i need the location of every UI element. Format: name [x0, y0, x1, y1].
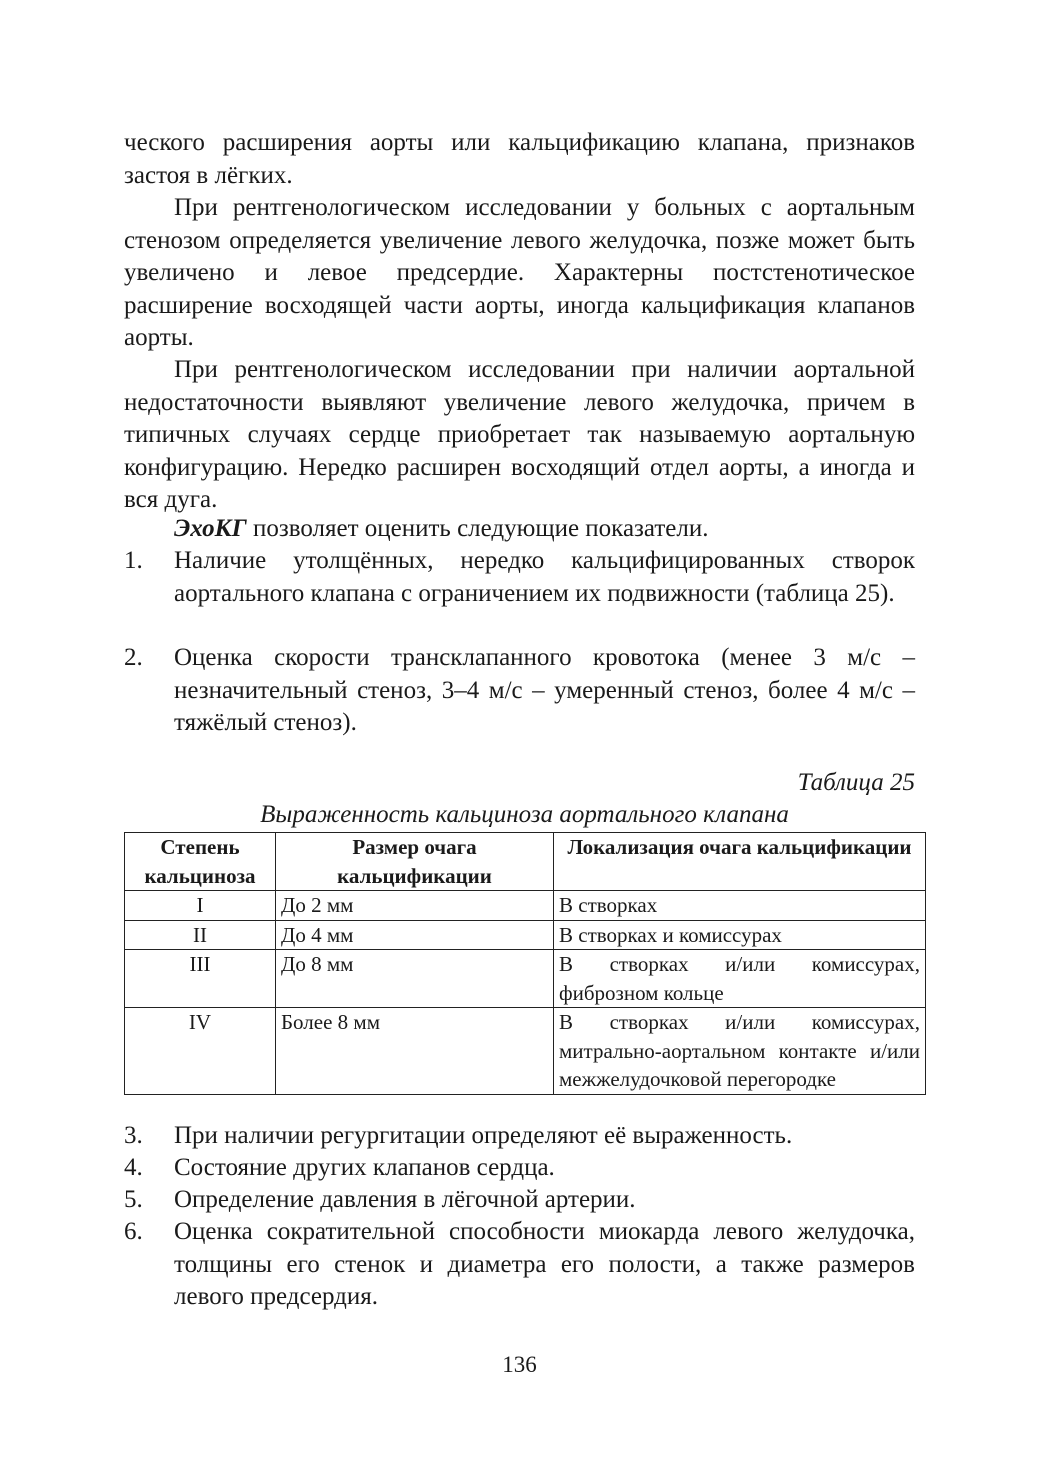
- echo-term: ЭхоКГ: [174, 515, 247, 542]
- table-header-row: [125, 833, 926, 891]
- cell-degree: IV: [125, 1008, 276, 1095]
- list-text: При наличии регургитации определяют её выраженность.: [174, 1122, 793, 1149]
- cell-location: В створках и/или комиссурах, фиброзном кольце: [554, 950, 926, 1008]
- table-row: [125, 891, 926, 921]
- list-text: Состояние других клапанов сердца.: [174, 1154, 555, 1181]
- cell-degree: I: [125, 891, 276, 921]
- list-number: 2.: [124, 644, 143, 671]
- cell-degree: II: [125, 920, 276, 950]
- list-item: [124, 1152, 915, 1185]
- list-item: [124, 642, 915, 740]
- list-text: Наличие утолщённых, нередко кальцифицированных створок аортального клапана с ограничением их подвижности (таблица 25).: [174, 547, 915, 607]
- table-label: Таблица 25: [797, 769, 915, 796]
- header-degree: Степень кальциноза: [125, 833, 276, 891]
- list-number: 3.: [124, 1122, 143, 1149]
- table-row: [125, 1008, 926, 1095]
- cell-degree: III: [125, 950, 276, 1008]
- list-item: [124, 1216, 915, 1314]
- cell-location: В створках: [554, 891, 926, 921]
- table-title: Выраженность кальциноза аортального клапана: [260, 801, 789, 828]
- header-size: Размер очага кальцификации: [276, 833, 554, 891]
- list-text: Оценка сократительной способности миокарда левого желудочка, толщины его стенок и диаметра его полости, а также размеров левого предсердия.: [174, 1218, 915, 1310]
- cell-location: В створках и комиссурах: [554, 920, 926, 950]
- echo-intro-text: позволяет оценить следующие показатели.: [246, 515, 709, 542]
- list-number: 6.: [124, 1218, 143, 1245]
- cell-size: До 4 мм: [276, 920, 554, 950]
- list-number: 5.: [124, 1186, 143, 1213]
- list-text: Оценка скорости трансклапанного кровотока (менее 3 м/с – незначительный стеноз, 3–4 м/с – умеренный стеноз, более 4 м/с – тяжёлый стеноз).: [174, 644, 915, 736]
- cell-location: В створках и/или комиссурах, митрально-аортальном контакте и/или межжелудочковой перегородке: [554, 1008, 926, 1095]
- page-number: 136: [502, 1352, 537, 1377]
- table-row: [125, 920, 926, 950]
- list-item: [124, 1120, 915, 1153]
- header-location: Локализация очага кальцификации: [554, 833, 926, 891]
- cell-size: Более 8 мм: [276, 1008, 554, 1095]
- list-number: 4.: [124, 1154, 143, 1181]
- calcification-table: [124, 832, 926, 1095]
- paragraph-continuation: ческого расширения аорты или кальцификацию клапана, признаков застоя в лёгких.: [124, 129, 915, 189]
- paragraph-xray-stenosis: При рентгенологическом исследовании у больных с аортальным стенозом определяется увеличение левого желудочка, позже может быть увеличено и левое предсердие. Характерны постстенотическое расширение восходящей части аорты, иногда кальцификация клапанов аорты.: [124, 194, 915, 351]
- paragraph-xray-insufficiency: При рентгенологическом исследовании при наличии аортальной недостаточности выявляют увеличение левого желудочка, причем в типичных случаях сердце приобретает так называемую аортальную конфигурацию. Нередко расширен восходящий отдел аорты, а иногда и вся дуга.: [124, 356, 915, 513]
- list-number: 1.: [124, 547, 143, 574]
- list-item: [124, 545, 915, 610]
- list-item: [124, 1184, 915, 1217]
- cell-size: До 8 мм: [276, 950, 554, 1008]
- cell-size: До 2 мм: [276, 891, 554, 921]
- table-row: [125, 950, 926, 1008]
- list-text: Определение давления в лёгочной артерии.: [174, 1186, 636, 1213]
- paragraph-echo-intro: [124, 513, 915, 546]
